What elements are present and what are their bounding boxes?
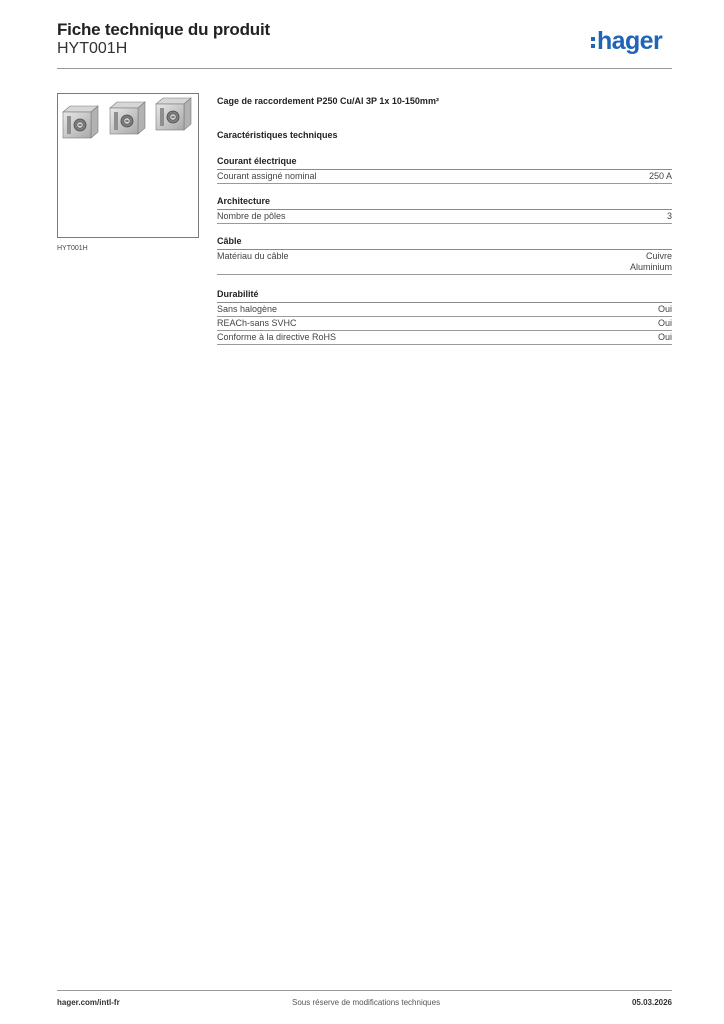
- product-code: HYT001H: [57, 40, 128, 57]
- product-image: [57, 93, 199, 238]
- logo-dots-icon: [591, 37, 595, 48]
- group-title-durabilite: Durabilité: [217, 289, 672, 303]
- spec-value: 3: [666, 211, 672, 221]
- spec-value: Oui: [657, 304, 672, 314]
- footer-divider: [57, 990, 672, 991]
- image-caption: HYT001H: [57, 245, 88, 252]
- spec-label: Nombre de pôles: [217, 211, 286, 221]
- spec-label: REACh-sans SVHC: [217, 318, 297, 328]
- cage-3-icon: [156, 98, 191, 130]
- spec-row: [217, 250, 672, 275]
- spec-label: Courant assigné nominal: [217, 171, 317, 181]
- spec-label: Matériau du câble: [217, 251, 289, 261]
- product-title: Cage de raccordement P250 Cu/Al 3P 1x 10-150mm²: [217, 96, 439, 106]
- spec-row: [217, 170, 672, 184]
- spec-row: [217, 303, 672, 317]
- spec-value: Oui: [657, 318, 672, 328]
- header-divider: [57, 68, 672, 69]
- spec-value: [630, 251, 672, 273]
- spec-label: Conforme à la directive RoHS: [217, 332, 337, 342]
- brand-name: hager: [597, 27, 663, 55]
- spec-row: [217, 331, 672, 345]
- spec-row: [217, 317, 672, 331]
- spec-value: Oui: [657, 332, 672, 342]
- footer-notice: Sous réserve de modifications techniques: [292, 998, 441, 1007]
- hager-logo: [591, 27, 662, 55]
- spec-label: Sans halogène: [217, 304, 278, 314]
- spec-value-line: Cuivre: [645, 251, 672, 261]
- spec-row: [217, 210, 672, 224]
- spec-value-line: Aluminium: [629, 262, 672, 272]
- product-details: [217, 96, 672, 345]
- cage-1-icon: [63, 106, 98, 138]
- footer-date: 05.03.2026: [631, 998, 672, 1007]
- cage-2-icon: [110, 102, 145, 134]
- spec-value: 250 A: [648, 171, 672, 181]
- section-title: Caractéristiques techniques: [217, 130, 338, 140]
- group-title-architecture: Architecture: [217, 196, 672, 210]
- footer-url[interactable]: hager.com/intl-fr: [57, 998, 120, 1007]
- terminal-cages-illustration: [58, 94, 198, 237]
- group-title-cable: Câble: [217, 236, 672, 250]
- header-title: Fiche technique du produit: [57, 20, 270, 39]
- group-title-courant: Courant électrique: [217, 156, 672, 170]
